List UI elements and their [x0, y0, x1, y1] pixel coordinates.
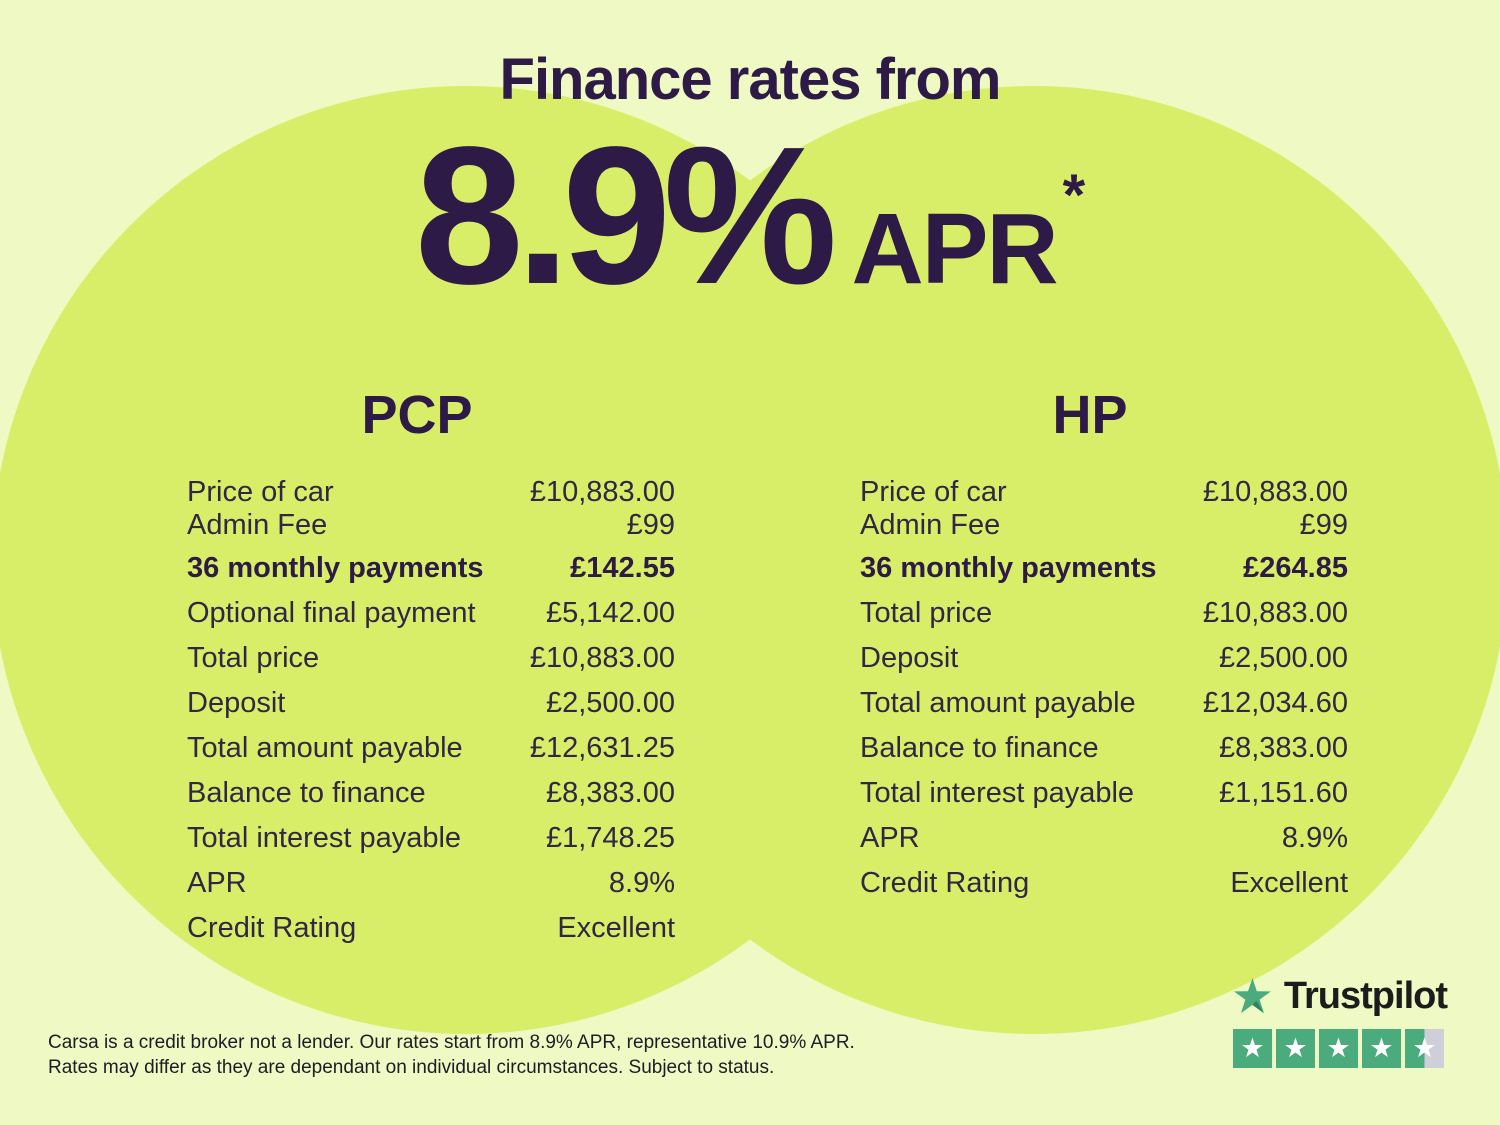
table-row [860, 681, 1348, 726]
row-label: Admin Fee [860, 509, 1001, 541]
row-value: £5,142.00 [545, 597, 675, 629]
headline: Finance rates from [499, 47, 1001, 112]
table-row [187, 546, 675, 591]
table-row [187, 861, 675, 906]
row-label: 36 monthly payments [187, 552, 484, 584]
row-label: Total amount payable [187, 732, 463, 764]
table-row [860, 591, 1348, 636]
hp-heading: HP [1052, 385, 1128, 445]
table-row [860, 636, 1348, 681]
star-half-icon: ★ [1405, 1029, 1444, 1068]
row-label: Credit Rating [860, 867, 1030, 899]
table-row [860, 771, 1348, 816]
table-row [187, 816, 675, 861]
pcp-heading: PCP [361, 385, 473, 445]
row-value: £8,383.00 [545, 777, 675, 809]
apr-rate-label: APR [851, 193, 1057, 305]
row-value: £99 [626, 509, 675, 541]
table-row [187, 681, 675, 726]
trustpilot-logo [1233, 975, 1447, 1018]
row-value: £2,500.00 [545, 687, 675, 719]
trustpilot-star-rating [1233, 1029, 1447, 1068]
apr-rate [0, 106, 1500, 325]
table-row [187, 726, 675, 771]
row-value: £8,383.00 [1218, 732, 1348, 764]
row-label: Total price [860, 597, 993, 629]
row-value: £10,883.00 [1202, 597, 1348, 629]
trustpilot-badge [1233, 975, 1447, 1068]
row-label: Balance to finance [860, 732, 1099, 764]
trustpilot-brand-text: Trustpilot [1283, 975, 1447, 1017]
row-label: Price of car [187, 476, 334, 508]
trustpilot-star-icon [1233, 976, 1272, 1017]
row-value: £99 [1299, 509, 1348, 541]
row-label: Price of car [860, 476, 1007, 508]
star-full-icon: ★ [1362, 1029, 1401, 1068]
row-value: Excellent [1230, 867, 1348, 899]
star-full-icon: ★ [1276, 1029, 1315, 1068]
hp-table [860, 385, 1348, 906]
table-row [187, 476, 675, 509]
table-row [860, 726, 1348, 771]
row-label: Total interest payable [860, 777, 1135, 809]
row-value: £10,883.00 [529, 476, 675, 508]
disclaimer-line-2: Rates may differ as they are dependant on individual circumstances. Subject to status. [48, 1057, 775, 1078]
row-value: Excellent [557, 912, 675, 944]
pcp-table [187, 385, 675, 951]
row-label: Total amount payable [860, 687, 1136, 719]
table-row [860, 546, 1348, 591]
row-value: £1,748.25 [545, 822, 675, 854]
table-row [860, 509, 1348, 542]
row-value: £1,151.60 [1218, 777, 1348, 809]
apr-rate-asterisk: * [1062, 163, 1086, 228]
disclaimer [48, 1030, 855, 1080]
row-value: £12,631.25 [529, 732, 675, 764]
star-full-icon: ★ [1233, 1029, 1272, 1068]
row-label: Admin Fee [187, 509, 328, 541]
table-row [860, 476, 1348, 509]
apr-rate-percent: 8.9% [414, 106, 830, 325]
row-value: 8.9% [608, 867, 675, 899]
row-label: Credit Rating [187, 912, 357, 944]
row-value: £264.85 [1243, 552, 1348, 584]
row-label: APR [860, 822, 920, 854]
table-row [860, 816, 1348, 861]
row-value: £10,883.00 [1202, 476, 1348, 508]
row-value: £10,883.00 [529, 642, 675, 674]
table-row [187, 636, 675, 681]
disclaimer-line-1: Carsa is a credit broker not a lender. Our rates start from 8.9% APR, representative 10.9% APR. [48, 1032, 855, 1053]
row-label: Total interest payable [187, 822, 462, 854]
row-label: Balance to finance [187, 777, 426, 809]
row-label: 36 monthly payments [860, 552, 1157, 584]
table-row [187, 509, 675, 542]
row-value: £142.55 [570, 552, 675, 584]
row-value: 8.9% [1281, 822, 1348, 854]
star-full-icon: ★ [1319, 1029, 1358, 1068]
table-row [187, 771, 675, 816]
table-row [860, 861, 1348, 906]
row-label: Deposit [187, 687, 286, 719]
row-label: Deposit [860, 642, 959, 674]
row-label: APR [187, 867, 247, 899]
row-label: Optional final payment [187, 597, 476, 629]
table-row [187, 591, 675, 636]
row-value: £2,500.00 [1218, 642, 1348, 674]
row-label: Total price [187, 642, 320, 674]
table-row [187, 906, 675, 951]
row-value: £12,034.60 [1202, 687, 1348, 719]
